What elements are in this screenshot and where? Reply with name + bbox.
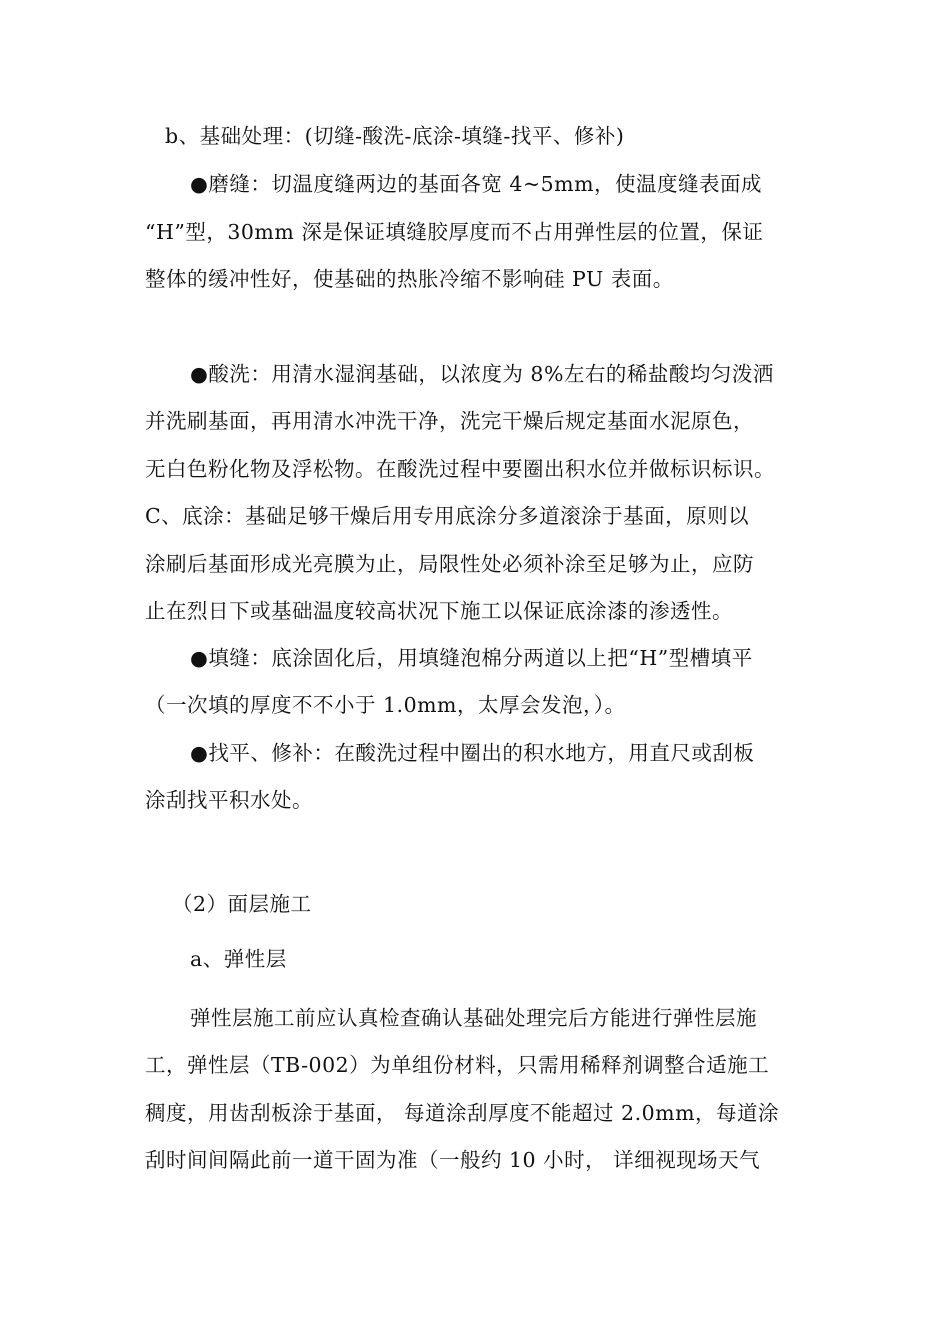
paragraph-line: 涂刷后基面形成光亮膜为止，局限性处必须补涂至足够为止，应防	[145, 552, 754, 576]
paragraph-line: ●磨缝：切温度缝两边的基面各宽 4~5mm，使温度缝表面成	[190, 172, 763, 196]
paragraph-line: 止在烈日下或基础温度较高状况下施工以保证底涂漆的渗透性。	[145, 599, 733, 623]
paragraph-line: 稠度，用齿刮板涂于基面， 每道涂刮厚度不能超过 2.0mm，每道涂	[145, 1101, 780, 1125]
section-c-line: C、底涂：基础足够干燥后用专用底涂分多道滚涂于基面，原则以	[145, 504, 750, 528]
paragraph-line: ●酸洗：用清水湿润基础，以浓度为 8%左右的稀盐酸均匀泼洒	[190, 362, 774, 386]
paragraph-line: 涂刮找平积水处。	[145, 788, 313, 812]
paragraph-line: ●填缝：底涂固化后，用填缝泡棉分两道以上把“H”型槽填平	[190, 646, 753, 670]
paragraph-line: “H”型，30mm 深是保证填缝胶厚度而不占用弹性层的位置，保证	[145, 220, 764, 244]
paragraph-line: 整体的缓冲性好，使基础的热胀冷缩不影响硅 PU 表面。	[145, 267, 674, 291]
paragraph-line: 并洗刷基面，再用清水冲洗干净，洗完干燥后规定基面水泥原色，	[145, 409, 754, 433]
paragraph-line: 弹性层施工前应认真检查确认基础处理完后方能进行弹性层施	[190, 1006, 757, 1030]
paragraph-line: 刮时间间隔此前一道干固为准（一般约 10 小时， 详细视现场天气	[145, 1148, 761, 1172]
paragraph-line: 无白色粉化物及浮松物。在酸洗过程中要圈出积水位并做标识标识。	[145, 457, 775, 481]
paragraph-line: 工，弹性层（TB-002）为单组份材料，只需用稀释剂调整合适施工	[145, 1053, 770, 1077]
paragraph-line: ●找平、修补：在酸洗过程中圈出的积水地方，用直尺或刮板	[190, 741, 755, 765]
section-b-heading: b、基础处理：(切缝-酸洗-底涂-填缝-找平、修补)	[165, 124, 625, 148]
paragraph-line: （一次填的厚度不不小于 1.0mm，太厚会发泡，）。	[145, 693, 626, 717]
section-2-heading: （2）面层施工	[172, 892, 312, 916]
subsection-a-heading: a、弹性层	[190, 947, 287, 971]
